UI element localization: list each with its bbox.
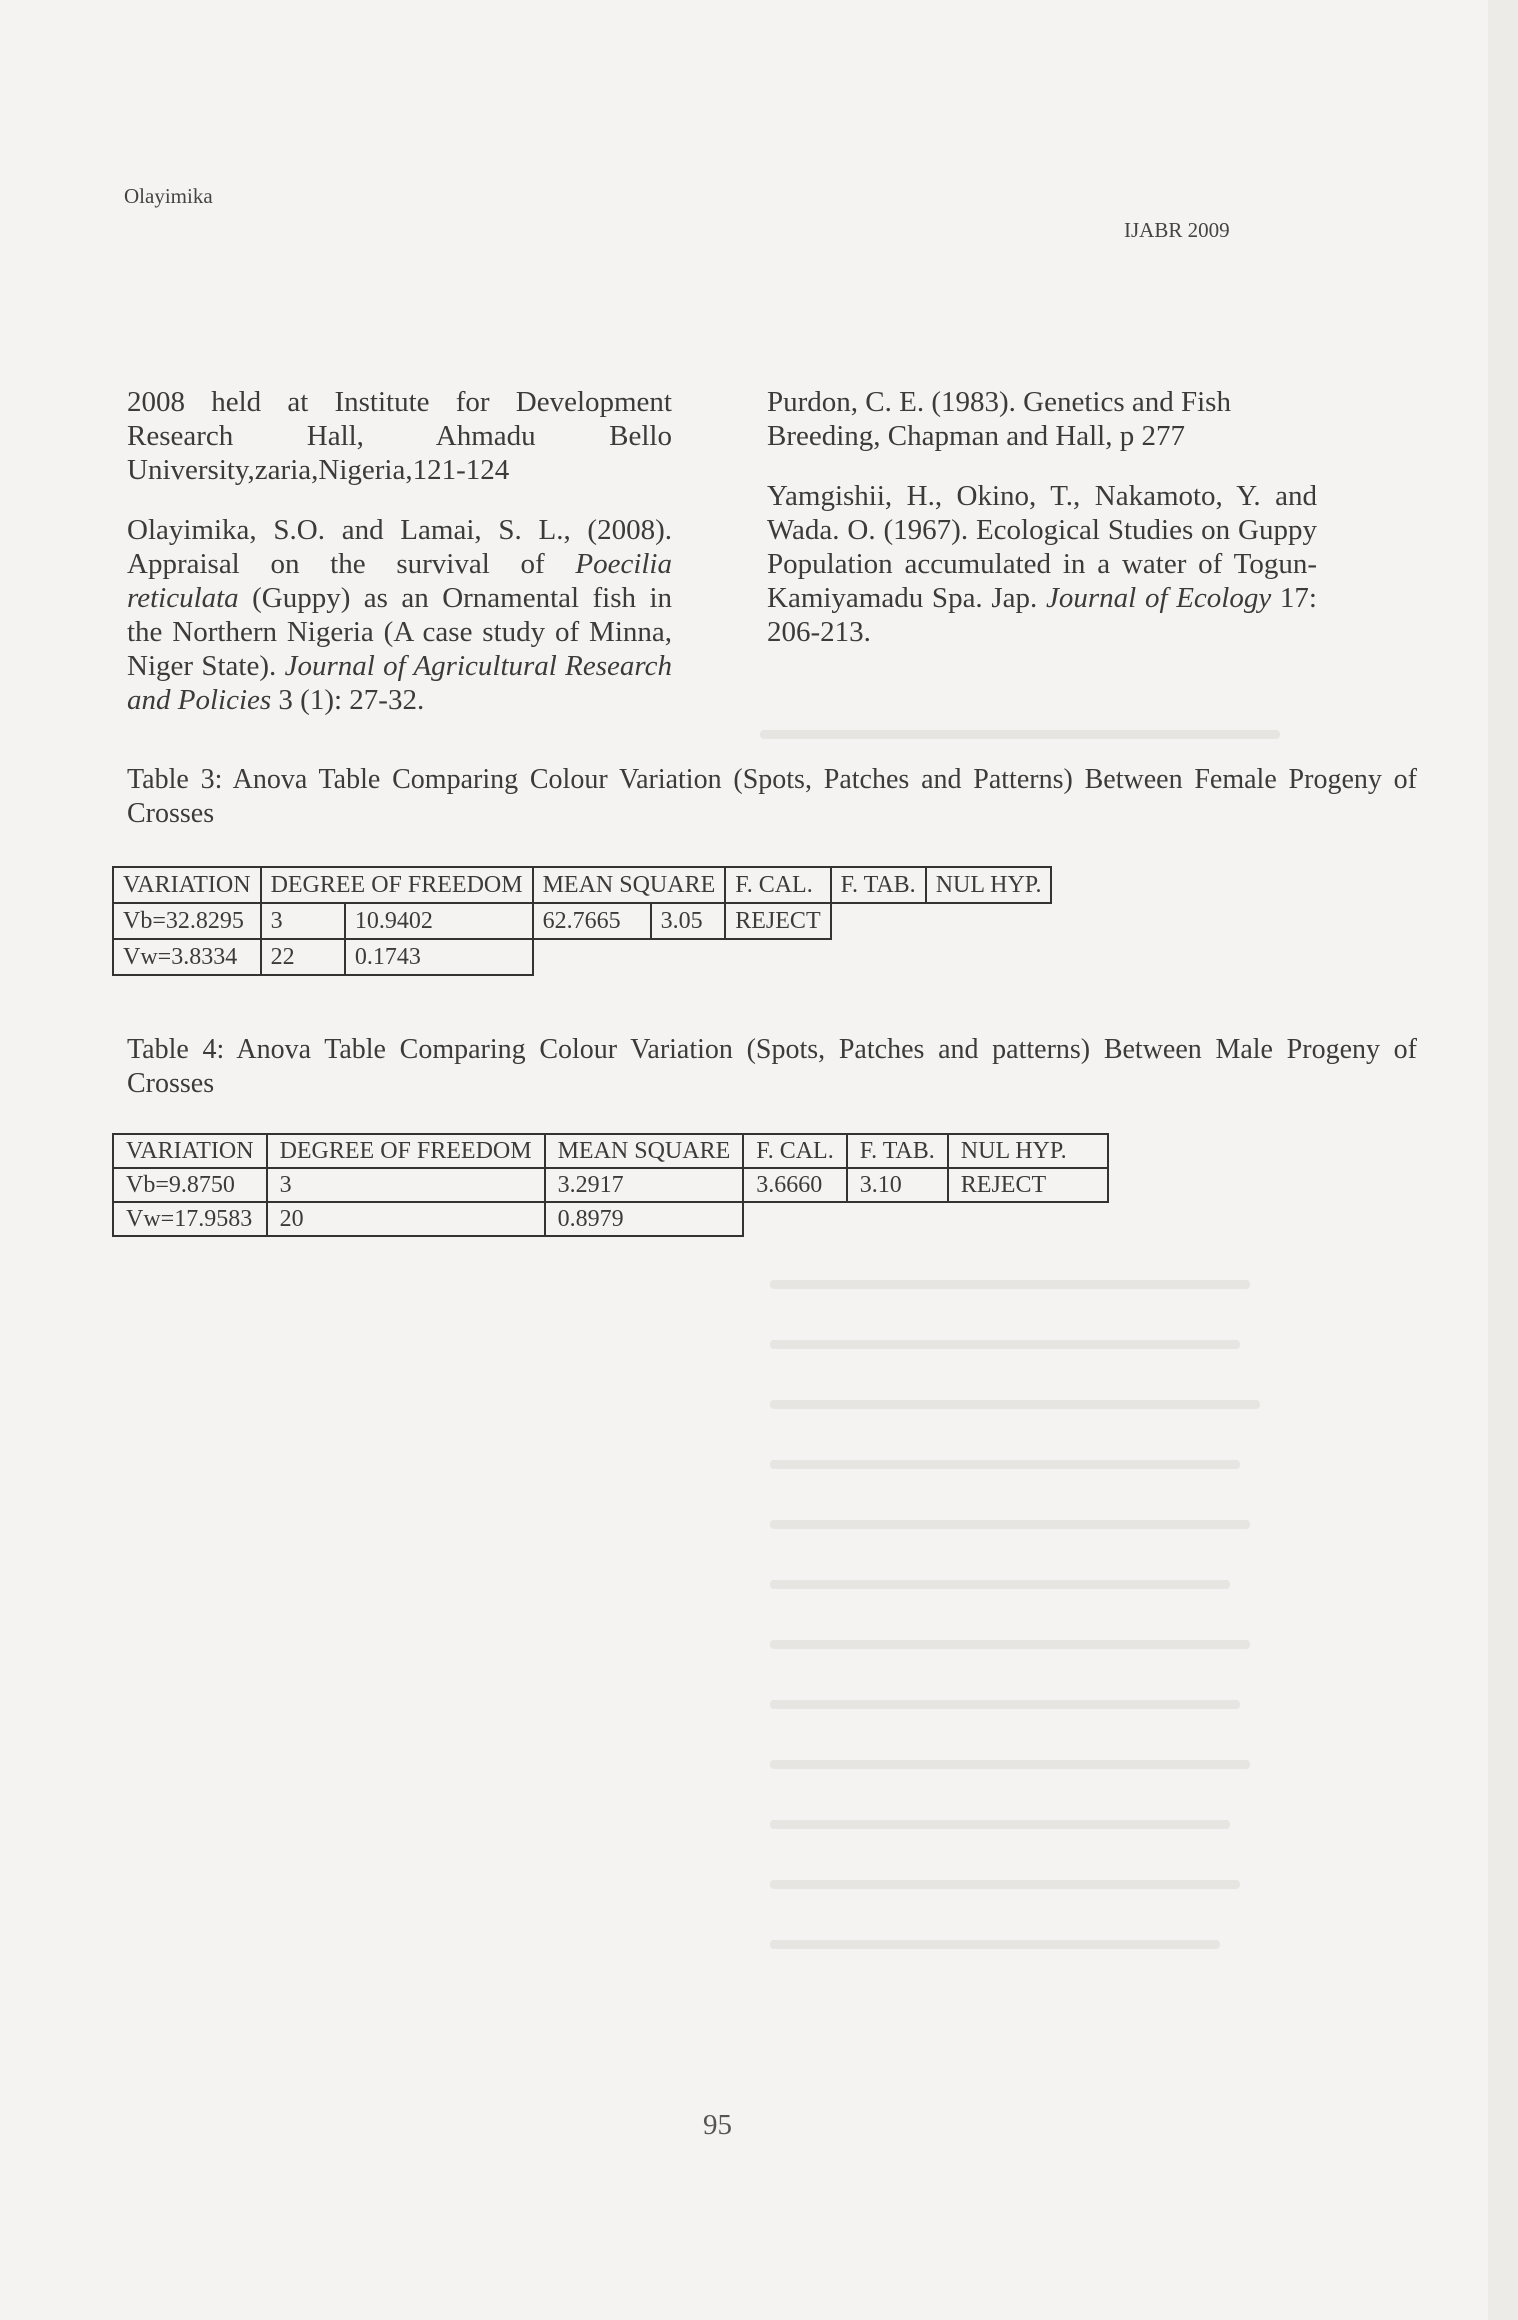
reference-title: (Guppy) as an Ornamental fish in the Northern Nigeria (A case study of Minna, Niger State). xyxy=(127,582,672,682)
bleed-through-line xyxy=(760,730,1280,739)
table-row xyxy=(113,1202,1108,1236)
table-cell: 62.7665 xyxy=(533,903,651,939)
reference-volume: 3 (1): 27-32. xyxy=(271,684,425,716)
bleed-through-line xyxy=(770,1640,1250,1649)
table-header-row xyxy=(113,867,1051,903)
running-head-author: Olayimika xyxy=(124,184,213,208)
header-cell: MEAN SQUARE xyxy=(533,867,726,903)
reference-entry: 2008 held at Institute for Development Research Hall, Ahmadu Bello University,zaria,Nigeria,121-124 xyxy=(127,386,672,486)
reference-entry xyxy=(767,479,1317,649)
table-cell: Vb=9.8750 xyxy=(113,1168,267,1202)
header-cell: MEAN SQUARE xyxy=(545,1134,744,1168)
reference-authors: Olayimika, S.O. and Lamai, S. L., (2008). Appraisal on the survival of xyxy=(127,514,672,580)
empty-cell xyxy=(743,1202,846,1236)
table-cell: 3.2917 xyxy=(545,1168,744,1202)
table-header-row xyxy=(113,1134,1108,1168)
empty-cell xyxy=(926,939,1052,975)
table-cell: 3.10 xyxy=(847,1168,948,1202)
references-left-column xyxy=(127,385,672,743)
references-right-column xyxy=(767,385,1317,675)
table3-caption: Table 3: Anova Table Comparing Colour Variation (Spots, Patches and Patterns) Between Female Progeny of Crosses xyxy=(127,764,1417,829)
header-cell: F. TAB. xyxy=(831,867,926,903)
table-cell: 22 xyxy=(261,939,345,975)
journal-name: Journal of Agricultural Research and Policies xyxy=(127,650,673,716)
species-name: Poecilia reticulata xyxy=(127,548,672,614)
reference-entry xyxy=(127,513,672,717)
table-row xyxy=(113,1168,1108,1202)
table-cell: Vw=3.8334 xyxy=(113,939,261,975)
bleed-through-line xyxy=(770,1340,1240,1349)
empty-cell xyxy=(651,939,726,975)
empty-cell xyxy=(948,1202,1108,1236)
table-row xyxy=(113,903,1051,939)
table-cell: REJECT xyxy=(725,903,830,939)
page-number: 95 xyxy=(703,2109,732,2141)
reference-volume: 17: 206-213. xyxy=(767,582,1317,648)
table-cell: 3 xyxy=(261,903,345,939)
bleed-through-line xyxy=(770,1700,1240,1709)
table-cell: 3.6660 xyxy=(743,1168,846,1202)
reference-entry xyxy=(767,385,1317,453)
header-cell: NUL HYP. xyxy=(926,867,1052,903)
reference-text: Yamgishii, H., Okino, T., Nakamoto, Y. and Wada. O. (1967). Ecological Studies on Guppy Population accumulated in a water of Togun- Kamiyamadu Spa. Jap. xyxy=(767,480,1317,614)
bleed-through-line xyxy=(770,1400,1260,1409)
header-cell: F. TAB. xyxy=(847,1134,948,1168)
header-cell: NUL HYP. xyxy=(948,1134,1108,1168)
header-cell: F. CAL. xyxy=(725,867,830,903)
running-head-journal: IJABR 2009 xyxy=(1124,218,1230,242)
empty-cell xyxy=(831,903,926,939)
bleed-through-line xyxy=(770,1460,1240,1469)
table-cell: 3 xyxy=(267,1168,545,1202)
header-cell: DEGREE OF FREEDOM xyxy=(267,1134,545,1168)
bleed-through-line xyxy=(770,1520,1250,1529)
reference-line: Purdon, C. E. (1983). Genetics and Fish xyxy=(767,386,1231,418)
empty-cell xyxy=(533,939,651,975)
bleed-through-line xyxy=(770,1760,1250,1769)
empty-cell xyxy=(725,939,830,975)
empty-cell xyxy=(926,903,1052,939)
journal-name: Journal of Ecology xyxy=(1046,582,1272,614)
table-row xyxy=(113,939,1051,975)
table3 xyxy=(112,866,1052,976)
table-cell: 20 xyxy=(267,1202,545,1236)
bleed-through-line xyxy=(770,1280,1250,1289)
reference-line: Breeding, Chapman and Hall, p 277 xyxy=(767,420,1185,452)
header-cell: VARIATION xyxy=(113,867,261,903)
table-cell: 3.05 xyxy=(651,903,726,939)
empty-cell xyxy=(847,1202,948,1236)
table-cell: Vb=32.8295 xyxy=(113,903,261,939)
header-cell: F. CAL. xyxy=(743,1134,846,1168)
header-cell: DEGREE OF FREEDOM xyxy=(261,867,533,903)
table-cell: 0.1743 xyxy=(345,939,533,975)
bleed-through-line xyxy=(770,1940,1220,1949)
table-cell: 10.9402 xyxy=(345,903,533,939)
bleed-through-line xyxy=(770,1820,1230,1829)
bleed-through-line xyxy=(770,1580,1230,1589)
table-cell: REJECT xyxy=(948,1168,1108,1202)
table-cell: 0.8979 xyxy=(545,1202,744,1236)
bleed-through-line xyxy=(770,1880,1240,1889)
table4-caption: Table 4: Anova Table Comparing Colour Variation (Spots, Patches and patterns) Between Male Progeny of Crosses xyxy=(127,1034,1417,1099)
table4 xyxy=(112,1133,1109,1237)
table-cell: Vw=17.9583 xyxy=(113,1202,267,1236)
header-cell: VARIATION xyxy=(113,1134,267,1168)
empty-cell xyxy=(831,939,926,975)
